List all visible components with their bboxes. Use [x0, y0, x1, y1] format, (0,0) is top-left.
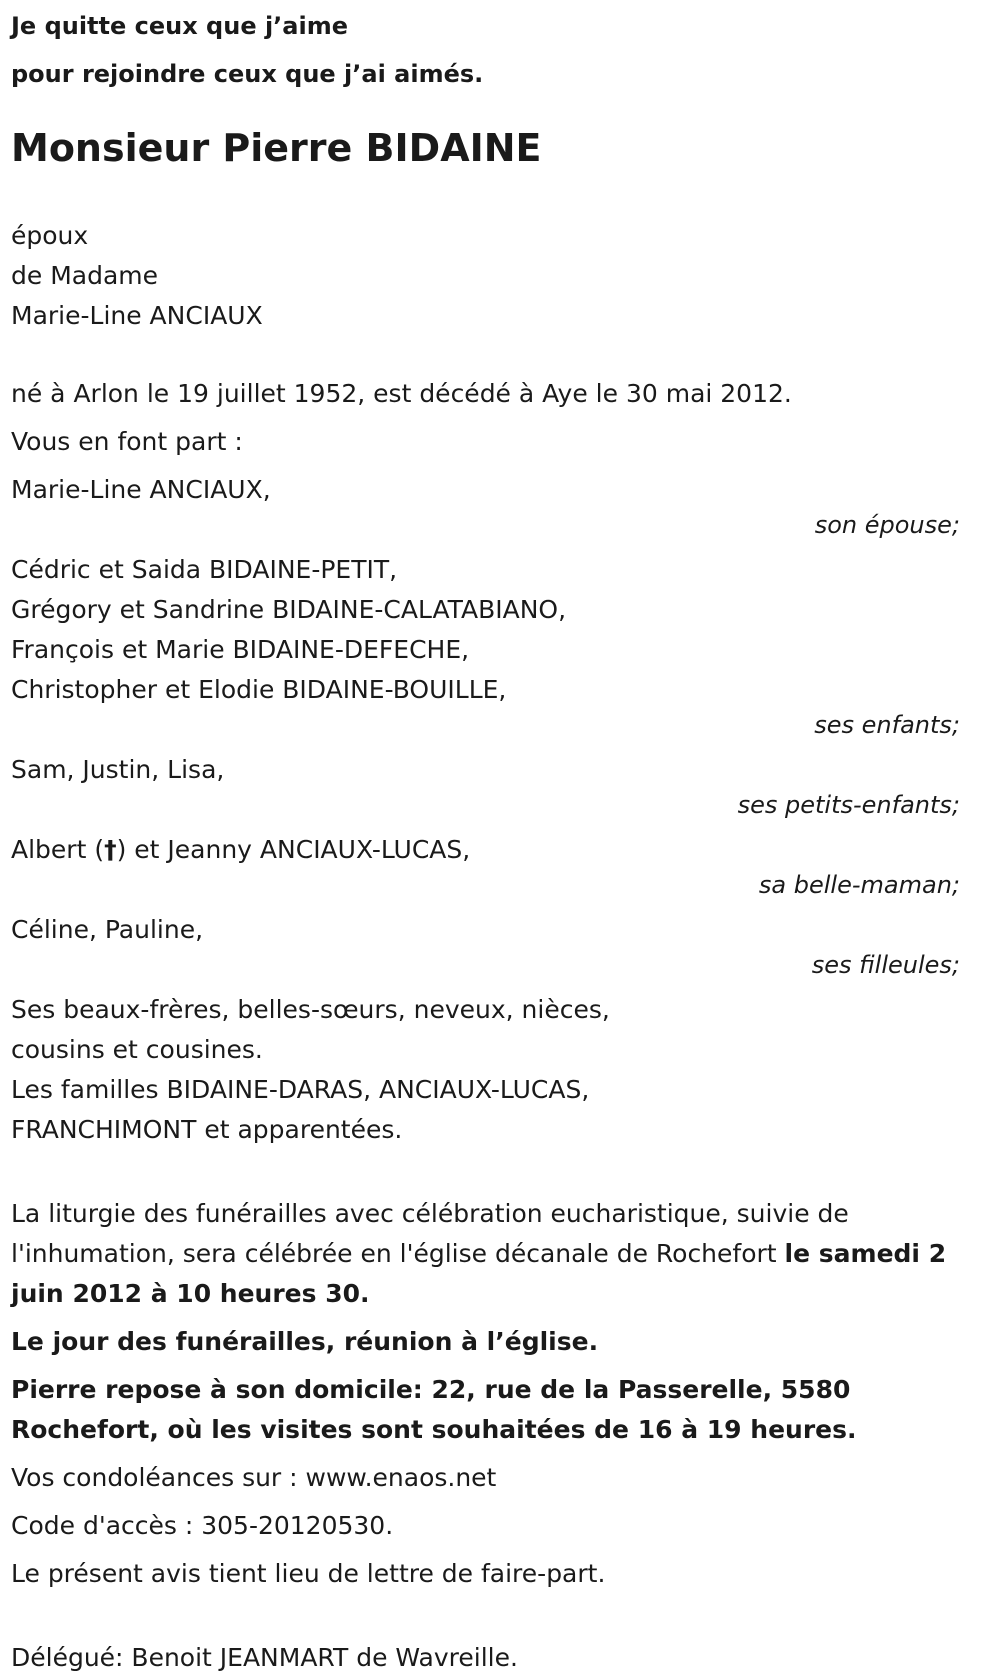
family-wife — [11, 470, 960, 540]
spouse-line-2: de Madame — [11, 261, 159, 290]
family-role: son épouse; — [814, 511, 960, 539]
meeting-note: Le jour des funérailles, réunion à l’église. — [11, 1327, 599, 1356]
family-role: ses petits-enfants; — [737, 791, 960, 819]
name-prefix: Albert ( — [11, 835, 105, 864]
family-name-line: Grégory et Sandrine BIDAINE-CALATABIANO, — [11, 595, 567, 624]
family-other-line: FRANCHIMONT et apparentées. — [11, 1115, 403, 1144]
cross-icon: † — [104, 835, 117, 864]
condolences-line: Vos condoléances sur : www.enaos.net — [11, 1463, 497, 1492]
announce-intro: Vous en font part : — [11, 427, 243, 456]
family-role: ses enfants; — [814, 711, 960, 739]
epitaph-line-2: pour rejoindre ceux que j’ai aimés. — [11, 60, 484, 88]
visitation-note: Pierre repose à son domicile: 22, rue de la Passerelle, 5580 Rochefort, où les visites sont souhaitées de 16 à 19 heures. — [11, 1375, 857, 1444]
epitaph-line-1: Je quitte ceux que j’aime — [11, 12, 349, 40]
funeral-text: La liturgie des funérailles avec célébration eucharistique, suivie de l'inhumation, sera célébrée en l'église décanale de Rochefort — [11, 1199, 849, 1268]
family-other-line: Les familles BIDAINE-DARAS, ANCIAUX-LUCAS, — [11, 1075, 590, 1104]
family-grandchildren — [11, 750, 960, 820]
family-name-line — [11, 830, 960, 870]
birth-death-line: né à Arlon le 19 juillet 1952, est décédé à Aye le 30 mai 2012. — [11, 379, 792, 408]
family-role: sa belle-maman; — [758, 871, 960, 899]
family-name-line: Christopher et Elodie BIDAINE-BOUILLE, — [11, 675, 507, 704]
family-mother-in-law — [11, 830, 960, 900]
deceased-name: Monsieur Pierre BIDAINE — [11, 126, 542, 170]
delegate-line: Délégué: Benoit JEANMART de Wavreille. — [11, 1643, 518, 1672]
family-children — [11, 550, 960, 740]
funeral-date: le samedi 2 juin 2012 à 10 heures 30. — [11, 1239, 947, 1308]
family-name-line: Sam, Justin, Lisa, — [11, 755, 225, 784]
family-other-line: Ses beaux-frères, belles-sœurs, neveux, nièces, — [11, 995, 610, 1024]
family-name-line: François et Marie BIDAINE-DEFECHE, — [11, 635, 470, 664]
spouse-line-1: époux — [11, 221, 89, 250]
spouse-line-3: Marie-Line ANCIAUX — [11, 301, 263, 330]
family-godchildren — [11, 910, 960, 980]
family-name-line: Cédric et Saida BIDAINE-PETIT, — [11, 555, 398, 584]
family-others — [11, 990, 960, 1150]
family-other-line: cousins et cousines. — [11, 1035, 263, 1064]
access-code-line: Code d'accès : 305-20120530. — [11, 1511, 394, 1540]
name-suffix: ) et Jeanny ANCIAUX-LUCAS, — [116, 835, 471, 864]
family-name-line: Marie-Line ANCIAUX, — [11, 475, 271, 504]
spouse-block — [11, 216, 960, 336]
family-role: ses filleules; — [811, 951, 960, 979]
family-name-line: Céline, Pauline, — [11, 915, 204, 944]
notice-line: Le présent avis tient lieu de lettre de faire-part. — [11, 1559, 606, 1588]
funeral-details — [11, 1194, 960, 1314]
